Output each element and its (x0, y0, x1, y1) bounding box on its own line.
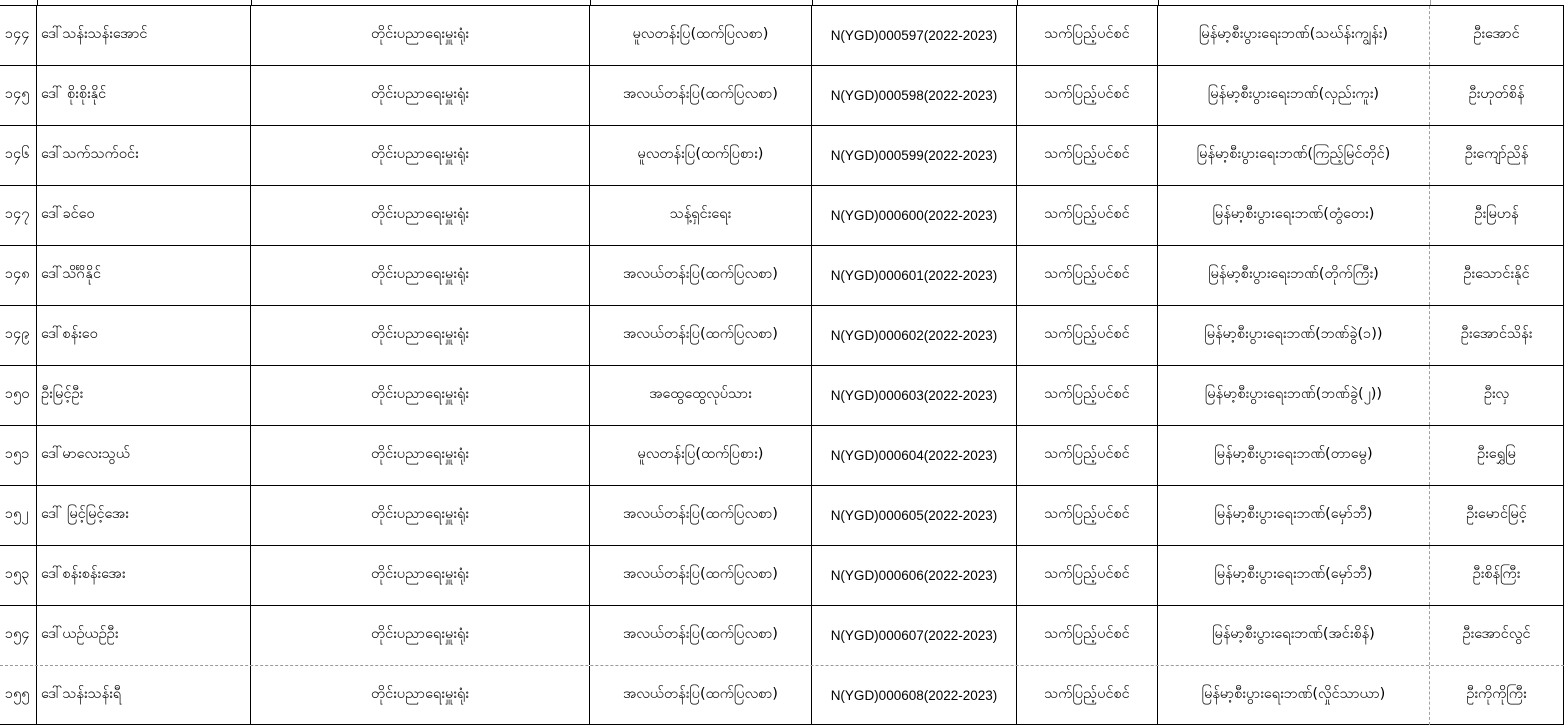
table-row[interactable] (0, 245, 1564, 305)
name-cell[interactable]: ဒေါ်သိင်္ဂိနိုင် (37, 246, 251, 305)
bank-branch-cell[interactable]: မြန်မာ့စီးပွားရေးဘဏ်(ဘဏ်ခွဲ(၂)) (1158, 366, 1430, 425)
bank-branch-cell[interactable]: မြန်မာ့စီးပွားရေးဘဏ်(အင်းစိန်) (1158, 606, 1430, 665)
table-row[interactable] (0, 605, 1564, 665)
position-cell[interactable]: အလယ်တန်းပြ(ထက်ပြလစာ) (590, 666, 812, 725)
position-cell[interactable]: အလယ်တန်းပြ(ထက်ပြလစာ) (590, 606, 812, 665)
row-number-cell[interactable]: ၁၄၄ (0, 6, 37, 65)
name-cell[interactable]: ဒေါ် စိုးစိုးနိုင် (37, 66, 251, 125)
guardian-cell[interactable]: ဦးလှ (1430, 366, 1564, 425)
office-cell[interactable]: တိုင်းပညာရေးမှူးရုံး (251, 606, 590, 665)
status-cell[interactable]: သက်ပြည့်ပင်စင် (1017, 486, 1158, 545)
bank-branch-cell[interactable]: မြန်မာ့စီးပွားရေးဘဏ်(မှော်ဘီ) (1158, 486, 1430, 545)
position-cell[interactable]: အလယ်တန်းပြ(ထက်ပြလစာ) (590, 546, 812, 605)
guardian-cell[interactable]: ဦးအောင်လွင် (1430, 606, 1564, 665)
office-cell[interactable]: တိုင်းပညာရေးမှူးရုံး (251, 486, 590, 545)
table-row[interactable] (0, 65, 1564, 125)
office-cell[interactable]: တိုင်းပညာရေးမှူးရုံး (251, 546, 590, 605)
row-number-cell[interactable]: ၁၄၇ (0, 186, 37, 245)
table-row[interactable] (0, 185, 1564, 245)
status-cell[interactable]: သက်ပြည့်ပင်စင် (1017, 306, 1158, 365)
table-row[interactable] (0, 425, 1564, 485)
bank-branch-cell[interactable]: မြန်မာ့စီးပွားရေးဘဏ်(တွံတေး) (1158, 186, 1430, 245)
name-cell[interactable]: ဒေါ်သက်သက်ဝင်း (37, 126, 251, 185)
position-cell[interactable]: အလယ်တန်းပြ(ထက်ပြလစာ) (590, 246, 812, 305)
office-cell[interactable]: တိုင်းပညာရေးမှူးရုံး (251, 126, 590, 185)
position-cell[interactable]: အလယ်တန်းပြ(ထက်ပြလစာ) (590, 486, 812, 545)
bank-branch-cell[interactable]: မြန်မာ့စီးပွားရေးဘဏ်(ဘဏ်ခွဲ(၁)) (1158, 306, 1430, 365)
name-cell[interactable]: ဦးမြင့်ဦး (37, 366, 251, 425)
status-cell[interactable]: သက်ပြည့်ပင်စင် (1017, 186, 1158, 245)
name-cell[interactable]: ဒေါ်ခင်ဝေ (37, 186, 251, 245)
office-cell[interactable]: တိုင်းပညာရေးမှူးရုံး (251, 366, 590, 425)
row-number-cell[interactable]: ၁၅၁ (0, 426, 37, 485)
guardian-cell[interactable]: ဦးအောင် (1430, 6, 1564, 65)
row-number-cell[interactable]: ၁၄၆ (0, 126, 37, 185)
position-cell[interactable]: မူလတန်းပြ(ထက်ပြလစာ) (590, 6, 812, 65)
status-cell[interactable]: သက်ပြည့်ပင်စင် (1017, 366, 1158, 425)
row-number-cell[interactable]: ၁၄၅ (0, 66, 37, 125)
status-cell[interactable]: သက်ပြည့်ပင်စင် (1017, 246, 1158, 305)
office-cell[interactable]: တိုင်းပညာရေးမှူးရုံး (251, 426, 590, 485)
row-number-cell[interactable]: ၁၄၈ (0, 246, 37, 305)
bank-branch-cell[interactable]: မြန်မာ့စီးပွားရေးဘဏ်(သဃ်န်းကျွန်း) (1158, 6, 1430, 65)
status-cell[interactable]: သက်ပြည့်ပင်စင် (1017, 6, 1158, 65)
position-cell[interactable]: သန့်ရှင်းရေး (590, 186, 812, 245)
reference-code-cell[interactable]: N(YGD)000603(2022-2023) (812, 366, 1017, 425)
name-cell[interactable]: ဒေါ်စန်းစန်းအေး (37, 546, 251, 605)
guardian-cell[interactable]: ဦးကျော်ညိန် (1430, 126, 1564, 185)
bank-branch-cell[interactable]: မြန်မာ့စီးပွားရေးဘဏ်(လှည်းကူး) (1158, 66, 1430, 125)
position-cell[interactable]: အလယ်တန်းပြ(ထက်ပြလစာ) (590, 306, 812, 365)
table-row[interactable] (0, 5, 1564, 65)
reference-code-cell[interactable]: N(YGD)000605(2022-2023) (812, 486, 1017, 545)
table-row[interactable] (0, 545, 1564, 605)
status-cell[interactable]: သက်ပြည့်ပင်စင် (1017, 66, 1158, 125)
table-row[interactable] (0, 485, 1564, 545)
table-row[interactable] (0, 365, 1564, 425)
row-number-cell[interactable]: ၁၄၉ (0, 306, 37, 365)
name-cell[interactable]: ဒေါ်ယဉ်ယဉ်ဦး (37, 606, 251, 665)
table-row[interactable] (0, 665, 1564, 725)
reference-code-cell[interactable]: N(YGD)000598(2022-2023) (812, 66, 1017, 125)
reference-code-cell[interactable]: N(YGD)000608(2022-2023) (812, 666, 1017, 725)
reference-code-cell[interactable]: N(YGD)000597(2022-2023) (812, 6, 1017, 65)
reference-code-cell[interactable]: N(YGD)000602(2022-2023) (812, 306, 1017, 365)
bank-branch-cell[interactable]: မြန်မာ့စီးပွားရေးဘဏ်(လှိုင်သာယာ) (1158, 666, 1430, 725)
row-number-cell[interactable]: ၁၅၅ (0, 666, 37, 725)
reference-code-cell[interactable]: N(YGD)000601(2022-2023) (812, 246, 1017, 305)
guardian-cell[interactable]: ဦးသောင်းနိုင် (1430, 246, 1564, 305)
guardian-cell[interactable]: ဦးစိန်ကြီး (1430, 546, 1564, 605)
guardian-cell[interactable]: ဦးဟုတ်စိန် (1430, 66, 1564, 125)
status-cell[interactable]: သက်ပြည့်ပင်စင် (1017, 666, 1158, 725)
status-cell[interactable]: သက်ပြည့်ပင်စင် (1017, 426, 1158, 485)
office-cell[interactable]: တိုင်းပညာရေးမှူးရုံး (251, 186, 590, 245)
guardian-cell[interactable]: ဦးကိုကိုကြီး (1430, 666, 1564, 725)
name-cell[interactable]: ဒေါ်မာလေးသွယ် (37, 426, 251, 485)
bank-branch-cell[interactable]: မြန်မာ့စီးပွားရေးဘဏ်(မှော်ဘီ) (1158, 546, 1430, 605)
name-cell[interactable]: ဒေါ် မြင့်မြင့်အေး (37, 486, 251, 545)
position-cell[interactable]: အလယ်တန်းပြ(ထက်ပြလစာ) (590, 66, 812, 125)
bank-branch-cell[interactable]: မြန်မာ့စီးပွားရေးဘဏ်(တိုက်ကြီး) (1158, 246, 1430, 305)
office-cell[interactable]: တိုင်းပညာရေးမှူးရုံး (251, 666, 590, 725)
office-cell[interactable]: တိုင်းပညာရေးမှူးရုံး (251, 306, 590, 365)
status-cell[interactable]: သက်ပြည့်ပင်စင် (1017, 606, 1158, 665)
status-cell[interactable]: သက်ပြည့်ပင်စင် (1017, 546, 1158, 605)
row-number-cell[interactable]: ၁၅၂ (0, 486, 37, 545)
row-number-cell[interactable]: ၁၅၄ (0, 606, 37, 665)
office-cell[interactable]: တိုင်းပညာရေးမှူးရုံး (251, 246, 590, 305)
table-row[interactable] (0, 305, 1564, 365)
bank-branch-cell[interactable]: မြန်မာ့စီးပွားရေးဘဏ်(ကြည့်မြင်တိုင်) (1158, 126, 1430, 185)
name-cell[interactable]: ဒေါ်သန်းသန်းအောင် (37, 6, 251, 65)
name-cell[interactable]: ဒေါ်သန်းသန်းရီ (37, 666, 251, 725)
reference-code-cell[interactable]: N(YGD)000599(2022-2023) (812, 126, 1017, 185)
status-cell[interactable]: သက်ပြည့်ပင်စင် (1017, 126, 1158, 185)
row-number-cell[interactable]: ၁၅၀ (0, 366, 37, 425)
bank-branch-cell[interactable]: မြန်မာ့စီးပွားရေးဘဏ်(တာမွေ) (1158, 426, 1430, 485)
guardian-cell[interactable]: ဦးအောင်သိန်း (1430, 306, 1564, 365)
reference-code-cell[interactable]: N(YGD)000607(2022-2023) (812, 606, 1017, 665)
guardian-cell[interactable]: ဦးမောင်မြင့် (1430, 486, 1564, 545)
guardian-cell[interactable]: ဦးမြဟန် (1430, 186, 1564, 245)
guardian-cell[interactable]: ဦးရွှေမြ (1430, 426, 1564, 485)
reference-code-cell[interactable]: N(YGD)000604(2022-2023) (812, 426, 1017, 485)
position-cell[interactable]: အထွေထွေလုပ်သား (590, 366, 812, 425)
spreadsheet-table (0, 5, 1564, 725)
office-cell[interactable]: တိုင်းပညာရေးမှူးရုံး (251, 66, 590, 125)
row-number-cell[interactable]: ၁၅၃ (0, 546, 37, 605)
table-row[interactable] (0, 125, 1564, 185)
position-cell[interactable]: မူလတန်းပြ(ထက်ပြစား) (590, 126, 812, 185)
office-cell[interactable]: တိုင်းပညာရေးမှူးရုံး (251, 6, 590, 65)
position-cell[interactable]: မူလတန်းပြ(ထက်ပြစား) (590, 426, 812, 485)
name-cell[interactable]: ဒေါ်စန်းဝေ (37, 306, 251, 365)
reference-code-cell[interactable]: N(YGD)000600(2022-2023) (812, 186, 1017, 245)
reference-code-cell[interactable]: N(YGD)000606(2022-2023) (812, 546, 1017, 605)
